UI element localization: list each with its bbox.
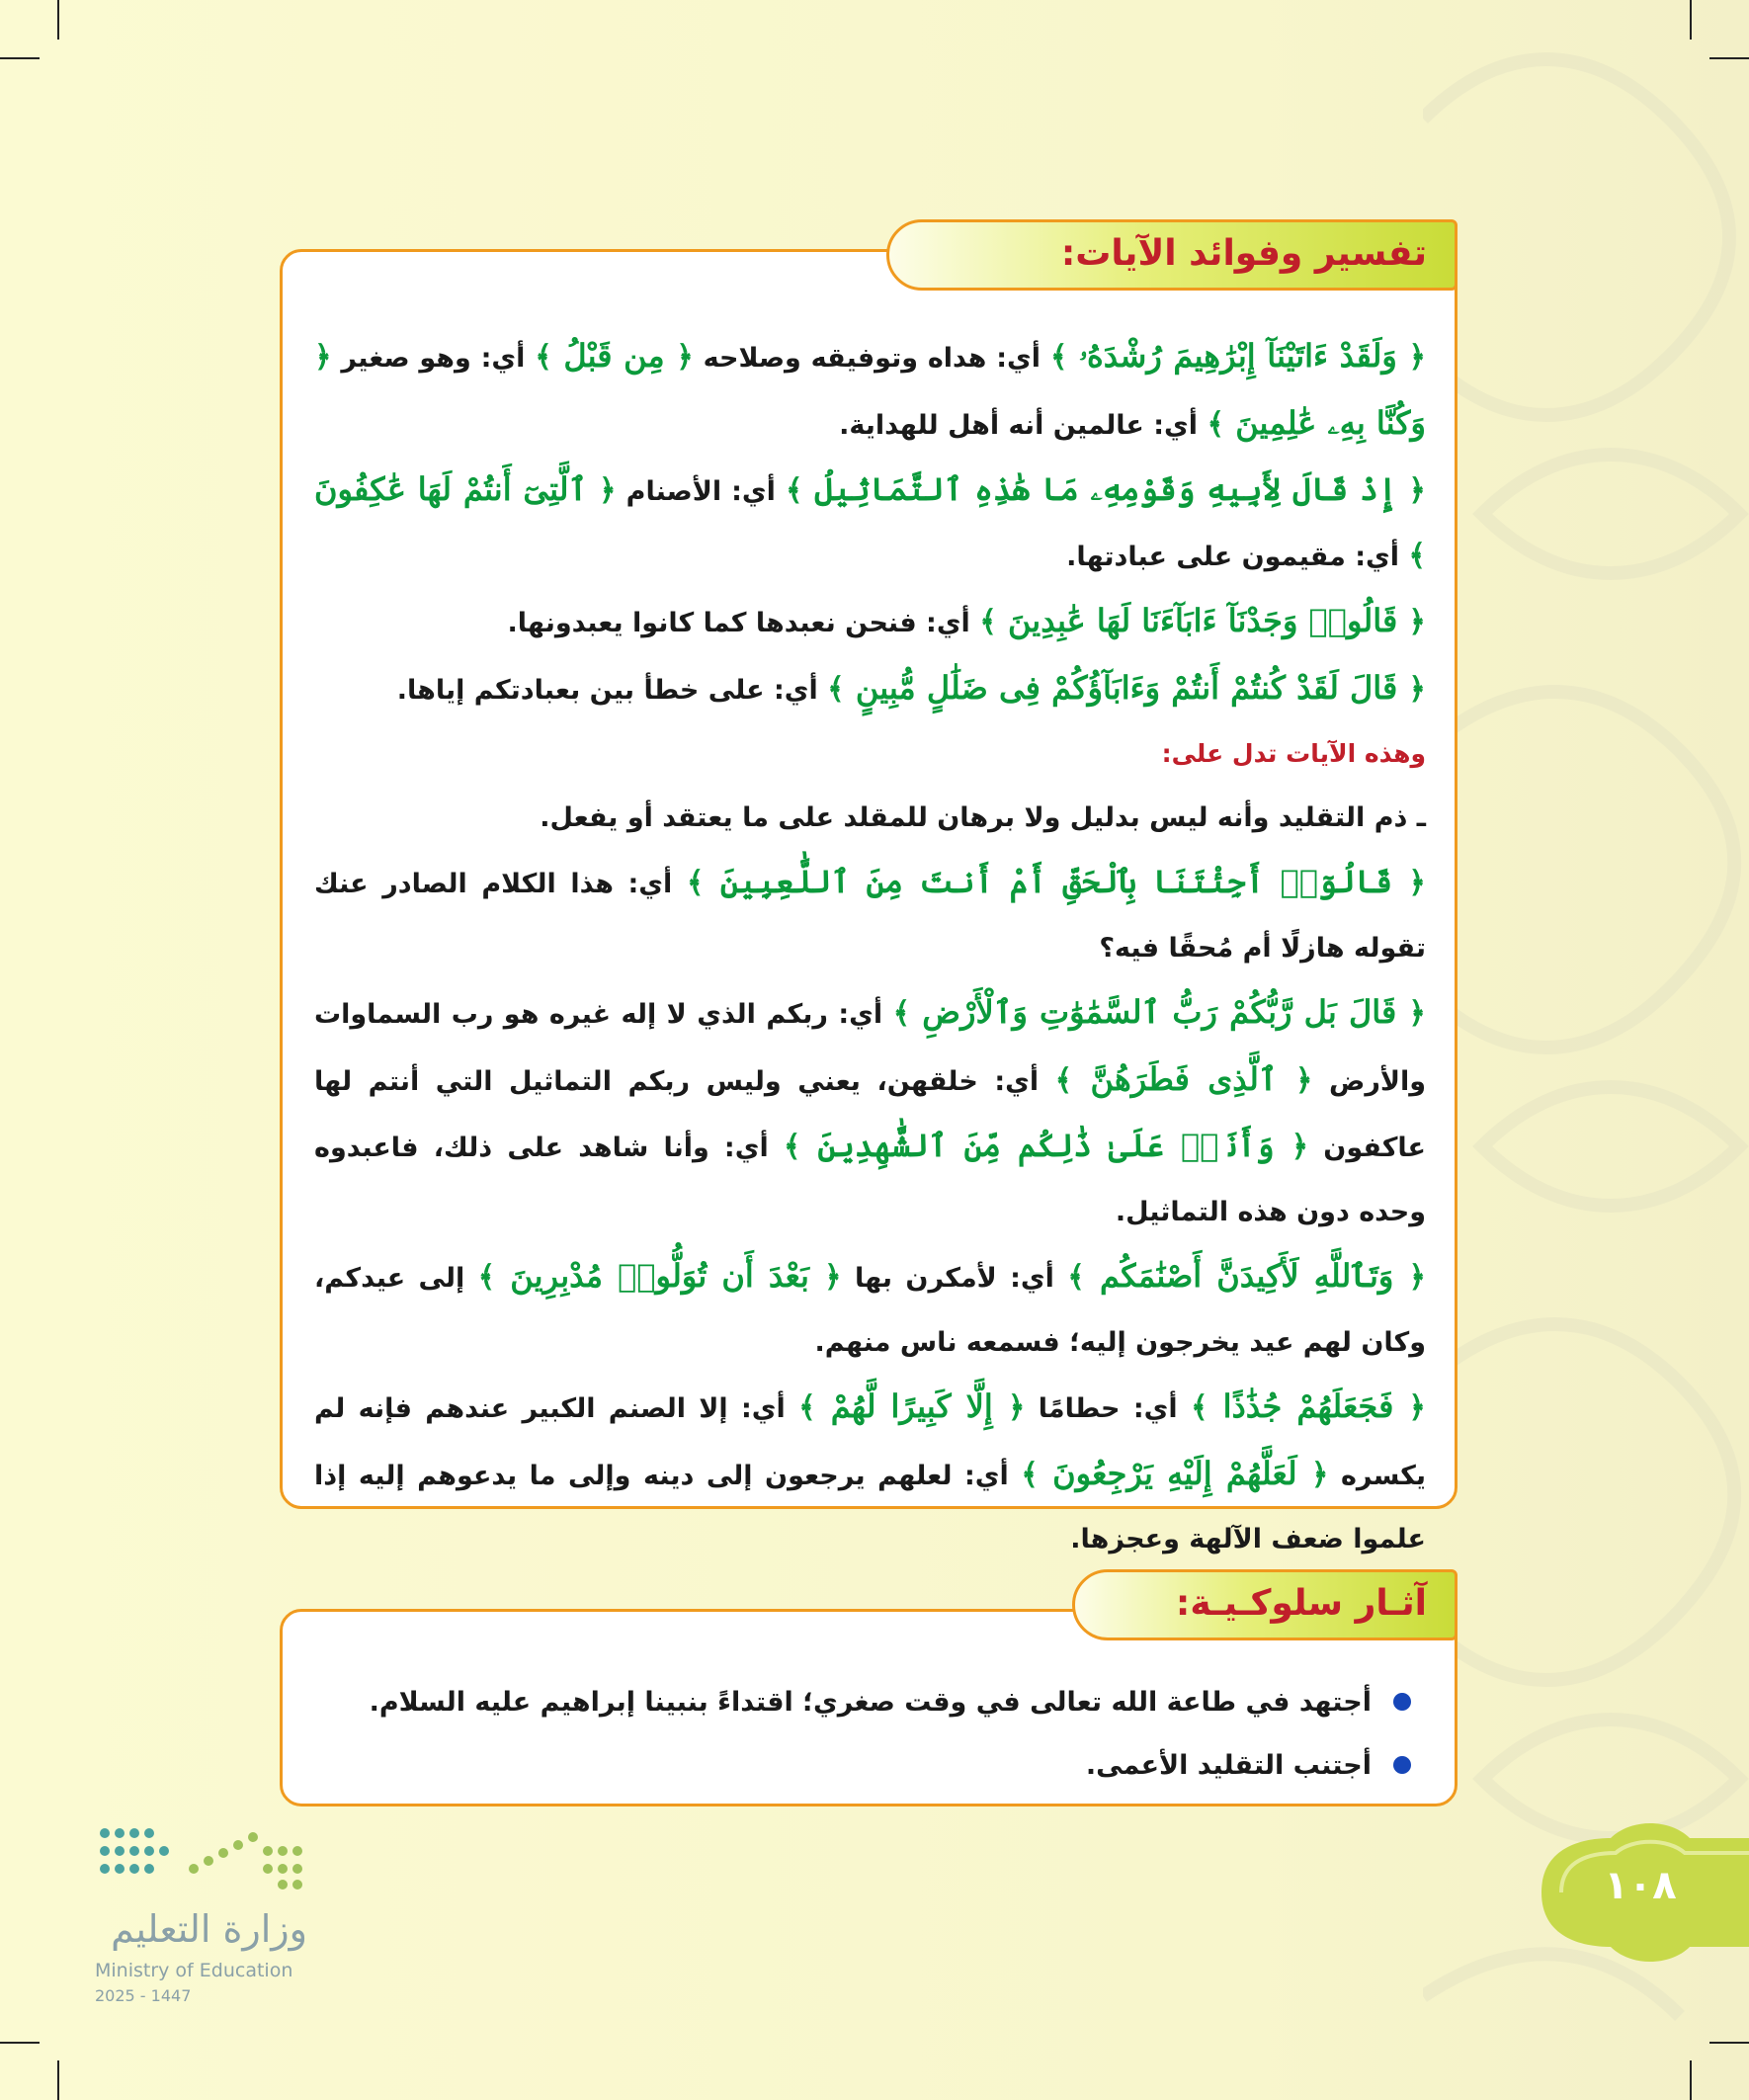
crop-mark — [1709, 57, 1749, 59]
explanation-text: أي: خلقهن، يعني وليس ربكم التماثيل التي أنتم لها عاكفون — [314, 1065, 1426, 1163]
quran-bracket: ﴿ — [314, 340, 332, 375]
tafsir-paragraph — [314, 656, 1426, 723]
explanation-text: أي: إلا الصنم الكبير عندهم فإنه لم يكسره — [314, 1393, 1427, 1491]
quran-bracket: ﴿ — [676, 340, 694, 375]
explanation-text: أي: هذا الكلام الصادر عنك تقوله هازلًا أم مُحقًا فيه؟ — [314, 869, 1426, 964]
explanation-text: أي: لعلهم يرجعون إلى دينه وإلى ما يدعوهم إليه إذا علموا ضعف الآلهة وعجزها. — [314, 1460, 1426, 1554]
explanation-text: أي: ربكم الذي لا إله غيره هو رب السماوات والأرض — [314, 999, 1426, 1097]
quran-bracket: ﴾ — [1049, 340, 1068, 375]
quran-bracket: ﴿ — [1294, 1062, 1313, 1098]
explanation-text: أي: لأمكرن بها — [841, 1263, 1068, 1294]
quran-verse: قَالَ لَقَدْ كُنتُمْ أَنتُمْ وَءَابَآؤُكُمْ فِى ضَلَٰلٍ مُّبِينٍ — [844, 668, 1409, 707]
ministry-name-arabic: وزارة التعليم — [111, 1907, 307, 1951]
explanation-text: أي: على خطأ بين بعبادتكم إياها. — [396, 674, 828, 706]
explanation-text: ـ ذم التقليد وأنه ليس بدليل ولا برهان للمقلد على ما يعتقد أو يفعل. — [540, 801, 1426, 833]
quran-bracket: ﴾ — [686, 866, 705, 900]
explanation-text: إلى عيدكم، وكان لهم عيد يخرجون إليه؛ فسمعه ناس منهم. — [314, 1263, 1426, 1358]
explanation-text: أي: مقيمون على عبادتها. — [1066, 541, 1409, 572]
quran-bracket: ﴾ — [1054, 1062, 1073, 1098]
quran-bracket: ﴾ — [827, 671, 845, 707]
quran-bracket: ﴿ — [1310, 1457, 1329, 1492]
tafsir-section-title: تفسير وفوائد الآيات: — [886, 219, 1458, 291]
behavior-list-item — [314, 1670, 1411, 1733]
islamic-ornament-pattern — [1423, 0, 1749, 2100]
quran-bracket: ﴾ — [786, 473, 803, 508]
tafsir-paragraph — [314, 1244, 1426, 1375]
tafsir-paragraph — [314, 458, 1426, 589]
page-number: ١٠٨ — [1604, 1863, 1677, 1908]
quran-bracket: ﴿ — [824, 1260, 842, 1295]
quran-bracket: ﴾ — [1207, 406, 1225, 442]
crop-mark — [1690, 0, 1692, 40]
tafsir-paragraph — [314, 850, 1426, 980]
crop-mark — [0, 57, 40, 59]
quran-verse: وَكُنَّا بِهِۦ عَٰلِمِينَ — [1224, 403, 1426, 442]
quran-verse: ٱلَّذِى فَطَرَهُنَّ — [1072, 1059, 1295, 1098]
subheading-text: وهذه الآيات تدل على: — [1161, 739, 1426, 768]
quran-bracket: ﴾ — [783, 1130, 801, 1164]
quran-verse: وَأَنَا۠ عَلَىٰ ذَٰلِكُم مِّنَ ٱلشَّٰهِدِينَ — [800, 1127, 1291, 1164]
explanation-text: أي: عالمين أنه أهل للهداية. — [839, 409, 1208, 441]
explanation-text: أي: هداه وتوفيقه وصلاحه — [693, 343, 1050, 374]
behavior-item-text: أجتهد في طاعة الله تعالى في وقت صغري؛ اقتداءً بنبينا إبراهيم عليه السلام. — [369, 1686, 1372, 1718]
bullet-icon — [1393, 1756, 1411, 1774]
quran-verse: بَعْدَ أَن تُوَلُّوا۟ مُدْبِرِينَ — [495, 1257, 825, 1295]
quran-bracket: ﴾ — [535, 340, 552, 375]
quran-bracket: ﴾ — [1067, 1260, 1085, 1295]
quran-verse: مِن قَبْلُ — [551, 337, 677, 375]
explanation-text: أي: وهو صغير — [331, 343, 536, 374]
quran-bracket: ﴿ — [1408, 866, 1426, 900]
quran-bracket: ﴾ — [798, 1390, 816, 1425]
quran-bracket: ﴿ — [1408, 605, 1426, 639]
quran-verse: وَلَقَدْ ءَاتَيْنَآ إِبْرَٰهِيمَ رُشْدَهُۥ — [1067, 337, 1409, 375]
explanation-text: أي: فنحن نعبدها كما كانوا يعبدونها. — [507, 608, 980, 638]
quran-bracket: ﴾ — [979, 605, 997, 639]
behavior-item-text: أجتنب التقليد الأعمى. — [1085, 1749, 1372, 1781]
quran-bracket: ﴿ — [1291, 1130, 1309, 1164]
bullet-icon — [1393, 1693, 1411, 1711]
quran-bracket: ﴿ — [1408, 1390, 1426, 1425]
quran-verse: فَجَعَلَهُمْ جُذَٰذًا — [1208, 1387, 1409, 1425]
quran-bracket: ﴿ — [1007, 1390, 1026, 1425]
crop-mark — [57, 2060, 59, 2100]
tafsir-paragraph — [314, 787, 1426, 851]
tafsir-paragraph — [314, 589, 1426, 656]
ministry-name-english: Ministry of Education — [95, 1960, 293, 1981]
quran-bracket: ﴿ — [1408, 473, 1426, 508]
quran-bracket: ﴾ — [1021, 1457, 1039, 1492]
quran-bracket: ﴿ — [1408, 996, 1426, 1031]
crop-mark — [1690, 2060, 1692, 2100]
ministry-logo-icon — [95, 1823, 312, 1892]
quran-bracket: ﴿ — [1408, 671, 1426, 707]
quran-verse: إِلَّا كَبِيرًا لَّهُمْ — [815, 1387, 1008, 1425]
quran-verse: ٱلَّتِىٓ أَنتُمْ لَهَا عَٰكِفُونَ — [314, 470, 600, 508]
quran-verse: وَتَٱللَّهِ لَأَكِيدَنَّ أَصْنَٰمَكُم — [1084, 1257, 1409, 1295]
quran-verse: قَالُوا۟ وَجَدْنَآ ءَابَآءَنَا لَهَا عَٰبِدِينَ — [996, 602, 1409, 639]
explanation-text: أي: حطامًا — [1025, 1393, 1191, 1424]
crop-mark — [0, 2042, 40, 2044]
quran-bracket: ﴾ — [1190, 1390, 1208, 1425]
quran-bracket: ﴾ — [892, 996, 911, 1031]
tafsir-paragraph — [314, 1375, 1426, 1572]
quran-bracket: ﴾ — [477, 1260, 496, 1295]
explanation-text: أي: الأصنام — [616, 476, 786, 507]
crop-mark — [57, 0, 59, 40]
tafsir-paragraph — [314, 722, 1426, 787]
tafsir-content — [314, 324, 1426, 1572]
behavior-section-title: آثـار سلوكـيـة: — [1072, 1569, 1458, 1640]
quran-verse: لَعَلَّهُمْ إِلَيْهِ يَرْجِعُونَ — [1038, 1454, 1311, 1492]
tafsir-paragraph — [314, 980, 1426, 1244]
behavior-list-item — [314, 1733, 1411, 1797]
quran-bracket: ﴾ — [1408, 538, 1426, 573]
quran-bracket: ﴿ — [599, 473, 617, 508]
quran-bracket: ﴿ — [1408, 340, 1427, 375]
tafsir-paragraph — [314, 324, 1426, 458]
quran-bracket: ﴿ — [1408, 1260, 1427, 1295]
crop-mark — [1709, 2042, 1749, 2044]
quran-verse: قَالَ بَل رَّبُّكُمْ رَبُّ ٱلسَّمَٰوَٰتِ وَٱلْأَرْضِ — [910, 993, 1409, 1031]
explanation-text: أي: وأنا شاهد على ذلك، فاعبدوه وحده دون هذه التماثيل. — [314, 1133, 1426, 1227]
behavior-list — [314, 1670, 1411, 1797]
quran-verse: إِذْ قَالَ لِأَبِيهِ وَقَوْمِهِۦ مَا هَٰذِهِ ٱلتَّمَاثِيلُ — [802, 470, 1409, 508]
ministry-year: 2025 - 1447 — [95, 1986, 192, 2005]
quran-verse: قَالُوٓا۟ أَجِئْتَنَا بِٱلْحَقِّ أَمْ أَنتَ مِنَ ٱللَّٰعِبِينَ — [704, 863, 1409, 900]
